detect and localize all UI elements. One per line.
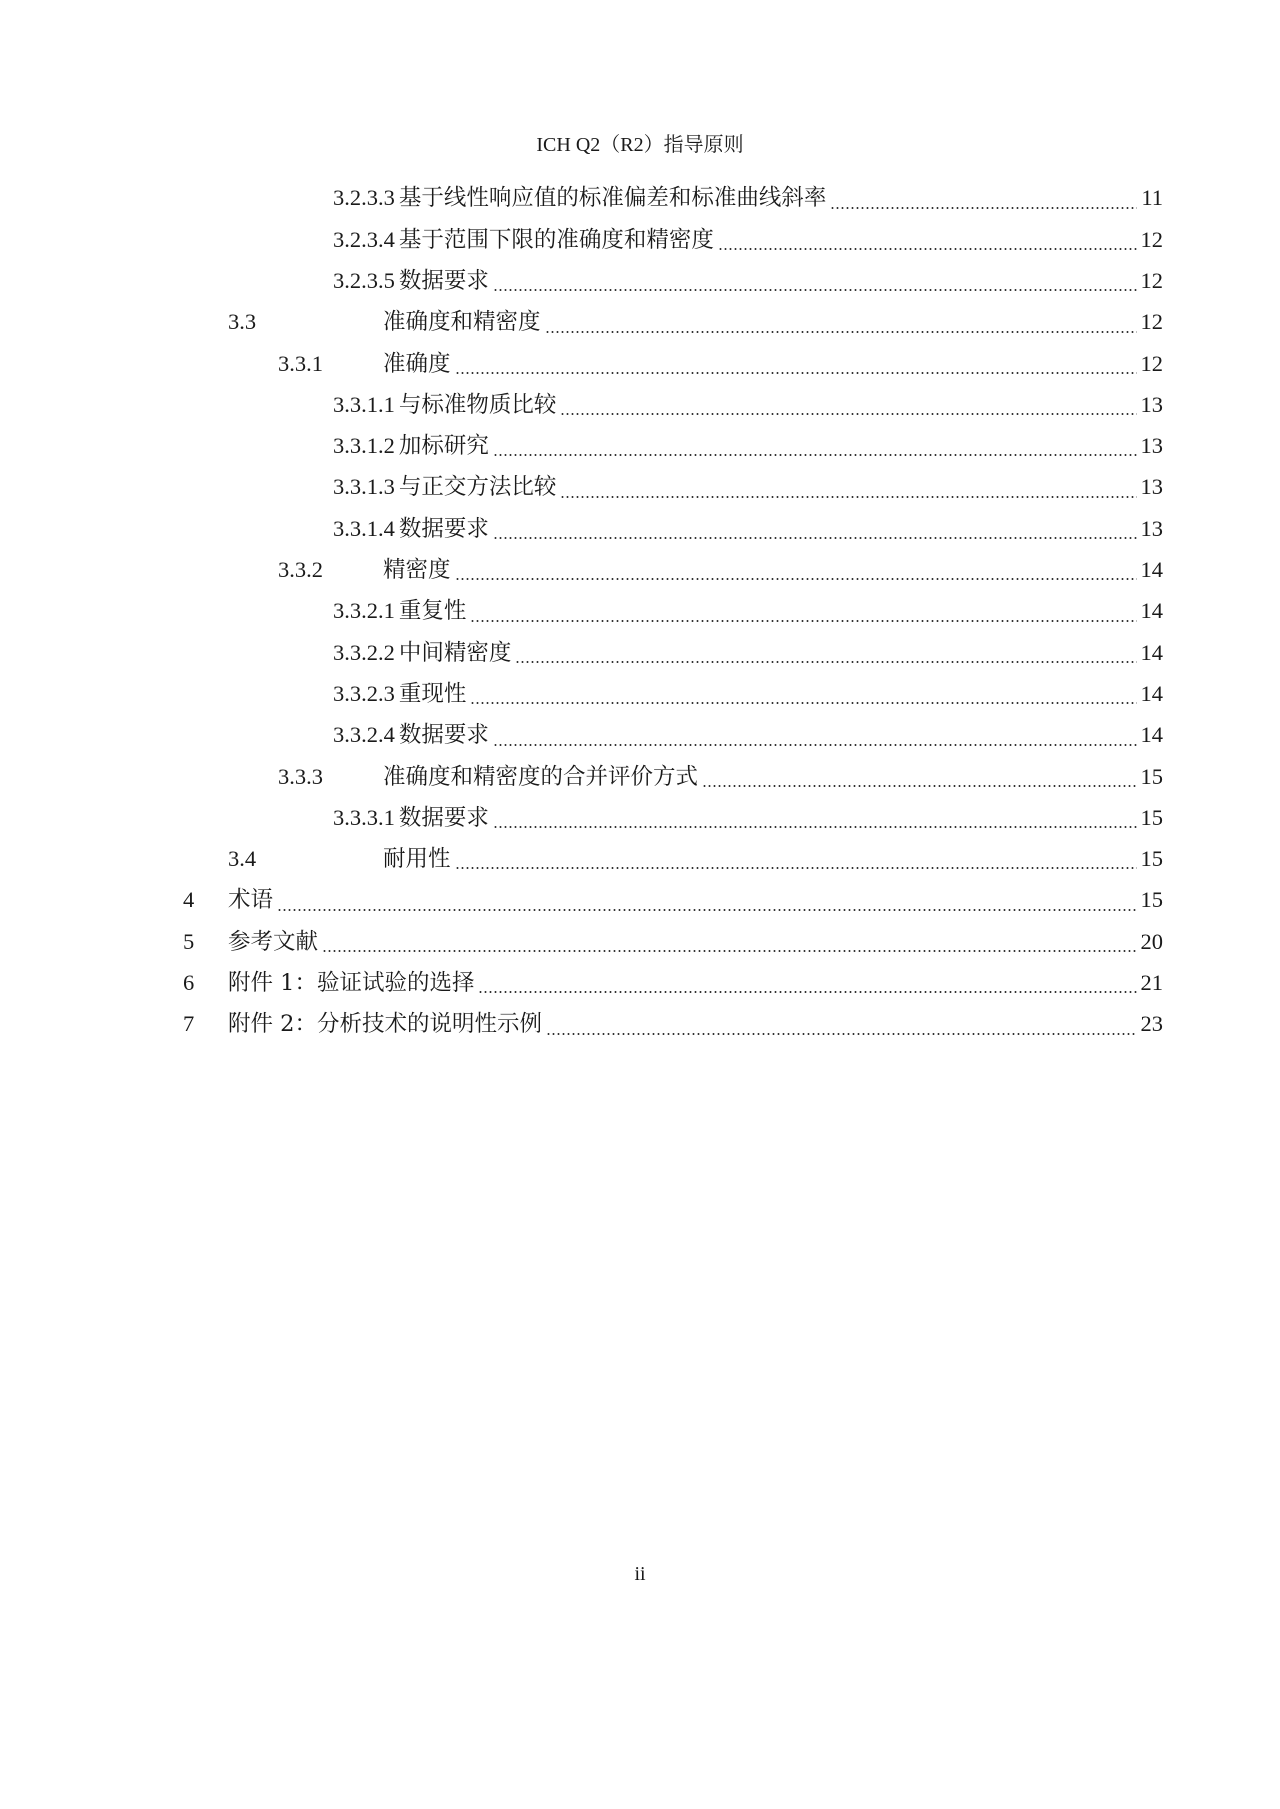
toc-leader-dots [493,454,1137,456]
toc-entry[interactable] [183,343,1163,384]
toc-entry-number: 3.3.2.4 [333,722,395,748]
toc-entry-title: 参考文献 [228,928,319,955]
toc-entry[interactable] [183,715,1163,756]
toc-entry-number: 3.2.3.3 [333,185,395,211]
toc-entry-title: 数据要求 [398,722,489,749]
toc-entry-page: 15 [1140,804,1163,830]
toc-leader-dots [478,991,1136,993]
toc-entry-page: 12 [1140,309,1163,335]
toc-entry-title: 重现性 [398,680,467,707]
toc-leader-dots [515,661,1136,663]
toc-entry-number: 3.3.1.1 [333,391,395,417]
toc-entry-title: 基于范围下限的准确度和精密度 [398,226,714,253]
toc-entry-title: 加标研究 [398,433,489,460]
toc-leader-dots [455,372,1137,374]
toc-entry[interactable] [183,384,1163,425]
page-number: ii [634,1563,646,1585]
toc-entry-title: 与标准物质比较 [398,391,557,418]
toc-entry[interactable] [183,1004,1163,1045]
toc-entry-title: 准确度和精密度 [383,309,541,336]
toc-entry-number: 3.2.3.4 [333,226,395,252]
toc-entry-number: 3.3 [228,309,257,335]
toc-entry-page: 14 [1140,680,1163,706]
toc-entry-number: 3.3.3 [278,763,323,789]
toc-entry[interactable] [183,591,1163,632]
toc-entry-number: 3.3.1.4 [333,515,395,541]
toc-entry-number: 3.3.2.1 [333,598,395,624]
toc-entry-number: 3.3.1 [278,350,323,376]
toc-entry-number: 3.3.2 [278,557,323,583]
toc-leader-dots [546,1033,1137,1035]
toc-entry[interactable] [183,178,1163,219]
toc-entry-page: 12 [1140,226,1163,252]
toc-entry-number: 6 [183,970,195,996]
toc-entry-number: 3.3.3.1 [333,804,395,830]
toc-leader-dots [470,620,1136,622]
toc-leader-dots [470,702,1136,704]
toc-entry[interactable] [183,467,1163,508]
toc-entry-page: 12 [1140,350,1163,376]
toc-entry-title: 与正交方法比较 [398,474,557,501]
toc-entry[interactable] [183,880,1163,921]
toc-entry-title: 术语 [228,887,274,914]
toc-leader-dots [702,785,1136,787]
toc-entry-number: 3.3.2.3 [333,680,395,706]
toc-entry-page: 14 [1140,639,1163,665]
toc-entry[interactable] [183,219,1163,260]
toc-leader-dots [830,207,1137,209]
toc-entry-number: 5 [183,928,195,954]
toc-entry-page: 11 [1141,185,1163,211]
toc-entry-page: 15 [1140,763,1163,789]
toc-entry-title: 附件 2：分析技术的说明性示例 [228,1011,542,1038]
toc-leader-dots [560,496,1136,498]
toc-entry[interactable] [183,797,1163,838]
toc-entry-title: 数据要求 [398,804,489,831]
table-of-contents [183,178,1163,1045]
toc-leader-dots [277,909,1136,911]
toc-entry-title: 精密度 [383,557,451,584]
toc-entry-page: 12 [1140,267,1163,293]
toc-leader-dots [455,578,1137,580]
toc-entry[interactable] [183,302,1163,343]
toc-entry[interactable] [183,508,1163,549]
toc-leader-dots [545,331,1137,333]
toc-entry-page: 21 [1140,970,1163,996]
toc-entry-page: 15 [1140,887,1163,913]
toc-leader-dots [493,289,1137,291]
toc-entry[interactable] [183,261,1163,302]
toc-leader-dots [560,413,1136,415]
toc-entry[interactable] [183,963,1163,1004]
toc-entry-page: 13 [1140,391,1163,417]
toc-entry[interactable] [183,839,1163,880]
toc-entry-number: 3.4 [228,846,257,872]
toc-entry[interactable] [183,632,1163,673]
toc-entry-title: 中间精密度 [398,639,512,666]
toc-leader-dots [455,867,1137,869]
toc-entry-page: 15 [1140,846,1163,872]
toc-leader-dots [718,248,1137,250]
toc-leader-dots [493,744,1137,746]
toc-entry-page: 13 [1140,515,1163,541]
toc-entry-title: 数据要求 [398,515,489,542]
toc-entry-page: 13 [1140,433,1163,459]
toc-leader-dots [493,537,1137,539]
toc-entry-number: 3.2.3.5 [333,267,395,293]
toc-entry-number: 7 [183,1011,195,1037]
toc-entry-title: 基于线性响应值的标准偏差和标准曲线斜率 [398,185,827,212]
toc-entry-page: 14 [1140,722,1163,748]
toc-entry-number: 4 [183,887,195,913]
toc-entry-title: 重复性 [398,598,467,625]
toc-entry-page: 14 [1140,598,1163,624]
toc-leader-dots [493,826,1137,828]
toc-entry-page: 13 [1140,474,1163,500]
page-header-title: ICH Q2（R2）指导原则 [536,134,744,156]
toc-entry-title: 附件 1：验证试验的选择 [228,970,475,997]
toc-entry[interactable] [183,426,1163,467]
toc-entry-page: 23 [1140,1011,1163,1037]
toc-entry[interactable] [183,756,1163,797]
toc-entry[interactable] [183,550,1163,591]
toc-entry[interactable] [183,674,1163,715]
toc-entry[interactable] [183,921,1163,962]
toc-leader-dots [322,950,1136,952]
toc-entry-title: 数据要求 [398,267,489,294]
toc-entry-title: 准确度 [383,350,451,377]
toc-entry-number: 3.3.1.3 [333,474,395,500]
toc-entry-number: 3.3.2.2 [333,639,395,665]
toc-entry-page: 14 [1140,557,1163,583]
toc-entry-title: 耐用性 [383,846,451,873]
toc-entry-page: 20 [1140,928,1163,954]
toc-entry-title: 准确度和精密度的合并评价方式 [383,763,699,790]
toc-entry-number: 3.3.1.2 [333,433,395,459]
